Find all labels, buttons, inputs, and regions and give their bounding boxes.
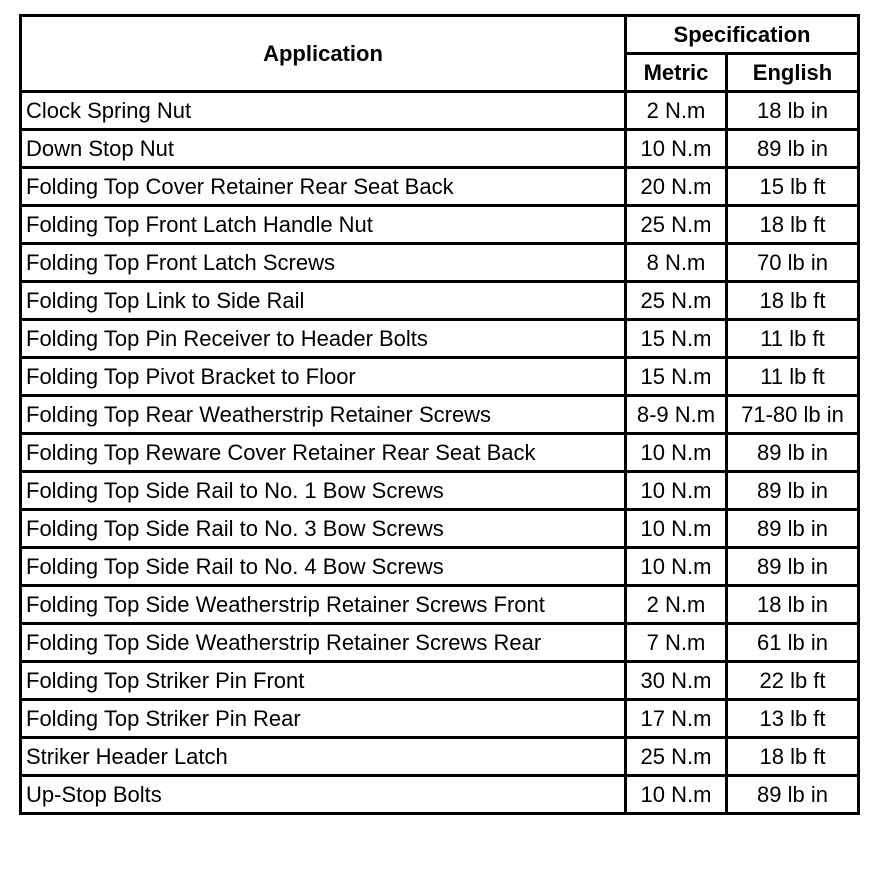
torque-spec-table [19, 14, 860, 815]
application-cell: Folding Top Pin Receiver to Header Bolts [21, 320, 626, 358]
application-cell: Folding Top Side Rail to No. 3 Bow Screws [21, 510, 626, 548]
metric-cell: 25 N.m [626, 282, 727, 320]
application-cell: Folding Top Link to Side Rail [21, 282, 626, 320]
metric-cell: 10 N.m [626, 776, 727, 814]
application-cell: Clock Spring Nut [21, 92, 626, 130]
table-row [21, 700, 859, 738]
table-row [21, 662, 859, 700]
application-cell: Folding Top Reware Cover Retainer Rear Seat Back [21, 434, 626, 472]
table-row [21, 320, 859, 358]
metric-cell: 10 N.m [626, 472, 727, 510]
application-cell: Up-Stop Bolts [21, 776, 626, 814]
metric-cell: 2 N.m [626, 92, 727, 130]
english-cell: 11 lb ft [727, 358, 859, 396]
metric-cell: 20 N.m [626, 168, 727, 206]
application-cell: Folding Top Side Rail to No. 4 Bow Screws [21, 548, 626, 586]
english-cell: 70 lb in [727, 244, 859, 282]
metric-cell: 10 N.m [626, 510, 727, 548]
header-row-top [21, 16, 859, 54]
english-cell: 18 lb in [727, 586, 859, 624]
specification-header: Specification [626, 16, 859, 54]
table-row [21, 358, 859, 396]
table-row [21, 434, 859, 472]
english-cell: 89 lb in [727, 472, 859, 510]
table-row [21, 168, 859, 206]
application-cell: Folding Top Front Latch Screws [21, 244, 626, 282]
metric-cell: 25 N.m [626, 738, 727, 776]
table-row [21, 472, 859, 510]
metric-cell: 17 N.m [626, 700, 727, 738]
english-cell: 18 lb in [727, 92, 859, 130]
table-header [21, 16, 859, 92]
english-header: English [727, 54, 859, 92]
english-cell: 11 lb ft [727, 320, 859, 358]
metric-cell: 25 N.m [626, 206, 727, 244]
table-row [21, 738, 859, 776]
english-cell: 13 lb ft [727, 700, 859, 738]
application-cell: Folding Top Front Latch Handle Nut [21, 206, 626, 244]
table-row [21, 130, 859, 168]
metric-cell: 2 N.m [626, 586, 727, 624]
english-cell: 89 lb in [727, 434, 859, 472]
application-header: Application [21, 16, 626, 92]
application-cell: Folding Top Side Weatherstrip Retainer Screws Rear [21, 624, 626, 662]
application-cell: Folding Top Rear Weatherstrip Retainer Screws [21, 396, 626, 434]
english-cell: 89 lb in [727, 776, 859, 814]
table-row [21, 244, 859, 282]
application-cell: Folding Top Side Rail to No. 1 Bow Screws [21, 472, 626, 510]
english-cell: 18 lb ft [727, 282, 859, 320]
metric-cell: 15 N.m [626, 320, 727, 358]
application-cell: Striker Header Latch [21, 738, 626, 776]
table-row [21, 586, 859, 624]
table-row [21, 548, 859, 586]
english-cell: 22 lb ft [727, 662, 859, 700]
english-cell: 15 lb ft [727, 168, 859, 206]
english-cell: 61 lb in [727, 624, 859, 662]
metric-cell: 30 N.m [626, 662, 727, 700]
table-row [21, 282, 859, 320]
english-cell: 89 lb in [727, 130, 859, 168]
metric-cell: 15 N.m [626, 358, 727, 396]
table-row [21, 510, 859, 548]
english-cell: 71-80 lb in [727, 396, 859, 434]
metric-cell: 8-9 N.m [626, 396, 727, 434]
metric-cell: 8 N.m [626, 244, 727, 282]
application-cell: Folding Top Side Weatherstrip Retainer Screws Front [21, 586, 626, 624]
english-cell: 89 lb in [727, 510, 859, 548]
table-row [21, 92, 859, 130]
metric-cell: 10 N.m [626, 434, 727, 472]
metric-cell: 10 N.m [626, 548, 727, 586]
metric-cell: 10 N.m [626, 130, 727, 168]
application-cell: Down Stop Nut [21, 130, 626, 168]
application-cell: Folding Top Striker Pin Rear [21, 700, 626, 738]
table-row [21, 776, 859, 814]
application-cell: Folding Top Pivot Bracket to Floor [21, 358, 626, 396]
english-cell: 18 lb ft [727, 738, 859, 776]
english-cell: 89 lb in [727, 548, 859, 586]
metric-header: Metric [626, 54, 727, 92]
metric-cell: 7 N.m [626, 624, 727, 662]
table-row [21, 624, 859, 662]
english-cell: 18 lb ft [727, 206, 859, 244]
application-cell: Folding Top Cover Retainer Rear Seat Back [21, 168, 626, 206]
table-row [21, 206, 859, 244]
table-body [21, 92, 859, 814]
table-row [21, 396, 859, 434]
application-cell: Folding Top Striker Pin Front [21, 662, 626, 700]
